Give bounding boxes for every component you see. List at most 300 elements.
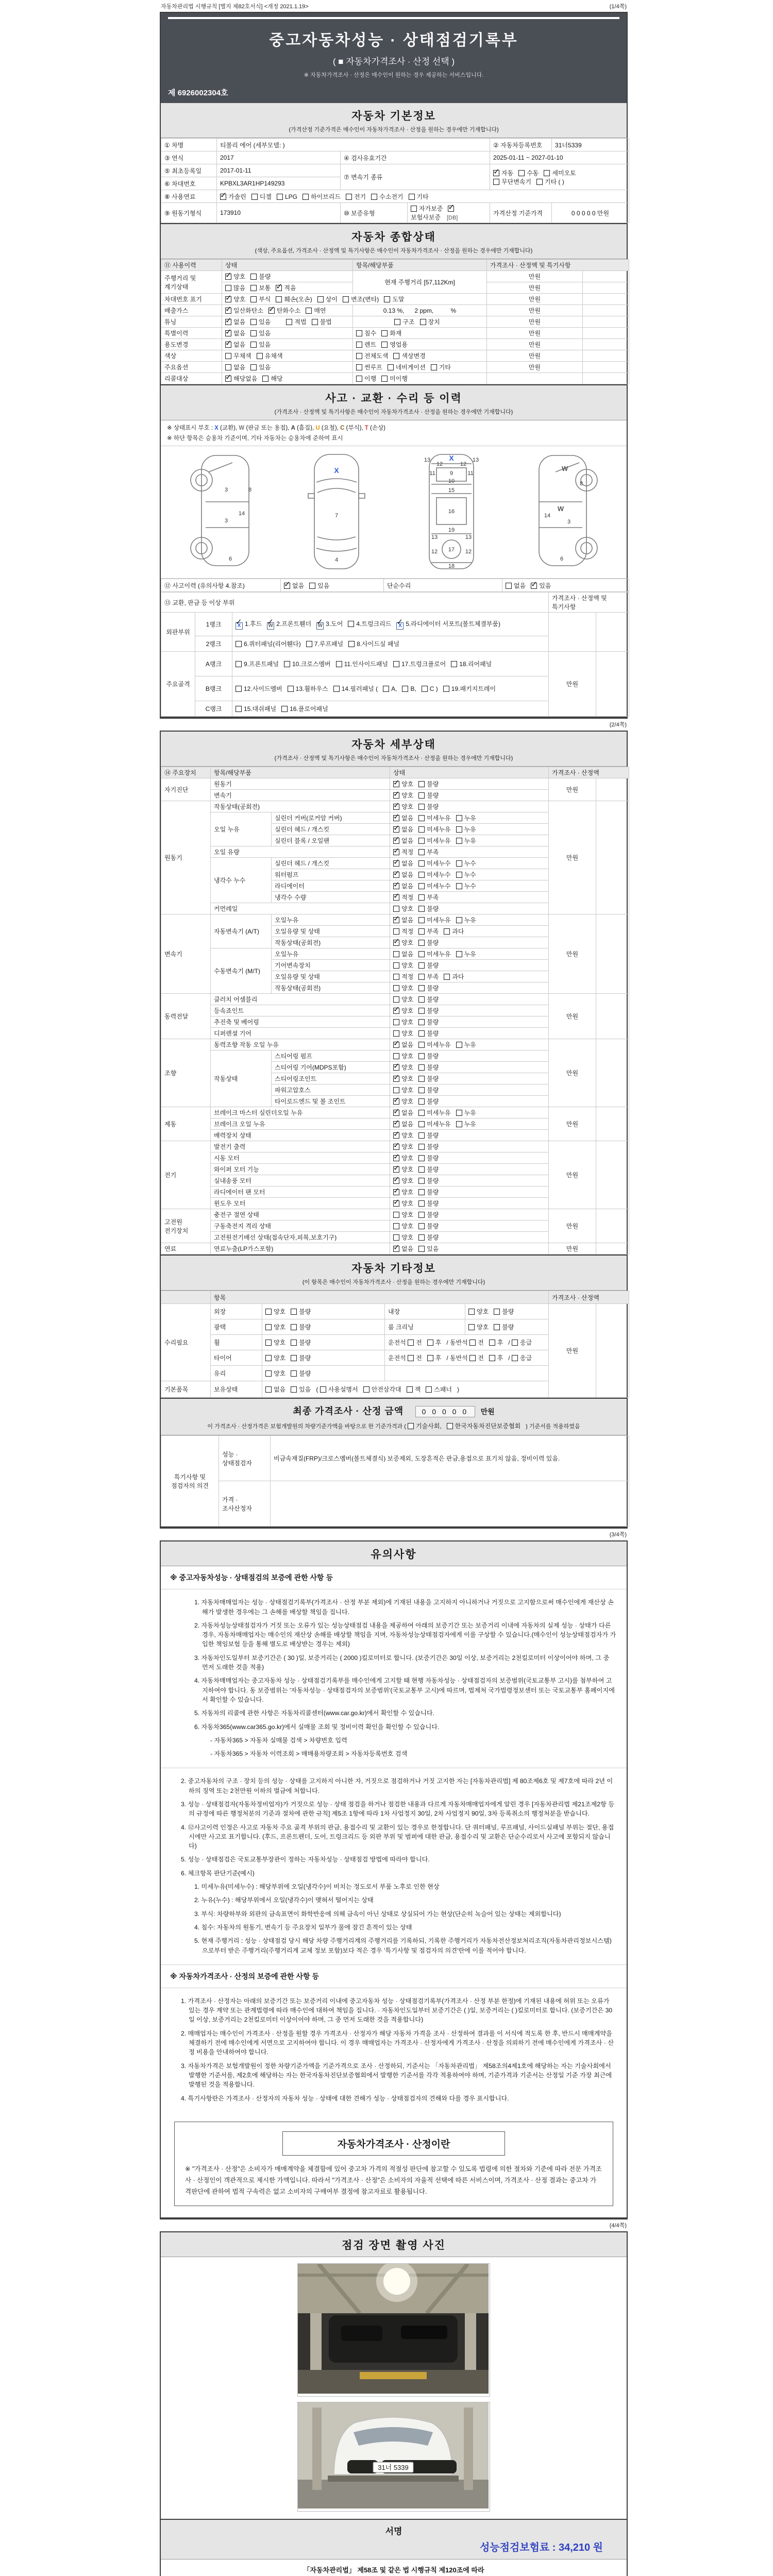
accident-history-state (281, 579, 384, 592)
checkbox[interactable] (418, 1121, 425, 1127)
checkbox[interactable] (393, 1064, 399, 1071)
legend-segment: A (291, 425, 295, 431)
checkbox[interactable] (408, 1355, 414, 1361)
checkbox[interactable] (262, 376, 268, 382)
checkbox[interactable] (408, 1423, 414, 1429)
checkbox[interactable] (388, 364, 394, 370)
checkbox[interactable] (418, 1132, 425, 1139)
checkbox[interactable] (451, 661, 457, 667)
col-state: 상태 (390, 767, 549, 778)
checkbox[interactable] (456, 872, 462, 878)
checkbox[interactable] (356, 330, 362, 336)
checkbox[interactable] (407, 1386, 413, 1393)
checkbox[interactable] (393, 1030, 399, 1037)
checkbox[interactable] (518, 170, 525, 176)
checkbox[interactable] (393, 1155, 399, 1161)
checkbox[interactable] (418, 1064, 425, 1071)
checkbox[interactable] (422, 686, 428, 692)
checkbox[interactable] (393, 906, 399, 912)
checkbox[interactable] (291, 1324, 297, 1330)
option-label: 양호 (401, 1155, 414, 1162)
checkbox[interactable] (393, 1087, 399, 1093)
notice-subitem: - 자동차365 > 자동차 이력조회 > 매매용차량조회 > 자동차등록번호 검색 (210, 1750, 408, 1758)
checkbox[interactable] (284, 583, 290, 589)
checkbox[interactable] (418, 894, 425, 901)
notice-item: 6. 체크항목 판단기준(예시) (181, 1869, 255, 1877)
checkbox[interactable] (356, 353, 362, 359)
checkbox[interactable] (265, 1386, 272, 1393)
checkbox[interactable] (418, 804, 425, 810)
checkbox[interactable] (456, 1110, 462, 1116)
checkbox[interactable] (393, 872, 399, 878)
final-price-note: 이 가격조사 · 산정가격은 보험개발원의 차량기준가액을 바탕으로 한 기준가격과 ( 기술사회, 한국자동차진단보증협회 ) 기준서를 적용하였음 (207, 1422, 580, 1430)
checkbox[interactable] (493, 170, 499, 176)
checkbox[interactable] (225, 319, 231, 325)
checkbox[interactable] (291, 1370, 297, 1377)
checkbox[interactable] (225, 274, 231, 280)
checkbox[interactable] (393, 1246, 399, 1252)
car-diagram-right-side (515, 450, 618, 573)
checkbox[interactable] (276, 285, 282, 291)
checkbox[interactable] (418, 985, 425, 991)
checkbox[interactable] (336, 661, 342, 667)
notice-item: 4. 자동차매매업자는 중고자동차 성능 · 상태점검기록부를 매수인에게 고지할 때 현행 자동차성능 · 상태점검자의 보증범위(국토교통부 고시)를 첨부하여 고지하여야 합니다. 동 보증범위는 '자동차성능 · 상태점검자의 보증범위'(국토교통부 고시)에 따르며, 법제처 국가법령정보센터 또는 국토교통부 홈페이지에서 확인할 수 있습니다. (194, 1677, 615, 1703)
checkbox[interactable] (265, 1324, 272, 1330)
checkbox[interactable] (544, 170, 550, 176)
checkbox[interactable] (418, 1087, 425, 1093)
checkbox[interactable] (468, 1309, 475, 1315)
checkbox[interactable] (251, 194, 258, 200)
checkbox[interactable] (225, 285, 231, 291)
checkbox[interactable] (447, 1423, 453, 1429)
item-label: 커먼레일 (211, 903, 390, 914)
checkbox[interactable] (356, 364, 362, 370)
checkbox[interactable] (393, 1019, 399, 1025)
checkbox[interactable] (393, 894, 399, 901)
checkbox[interactable] (443, 686, 449, 692)
note-cell (583, 282, 629, 294)
etc-table (161, 1291, 629, 1398)
checkbox[interactable] (250, 319, 257, 325)
checkbox[interactable] (418, 792, 425, 799)
appraiser-label: 가격 · 조사산정자 (219, 1481, 271, 1527)
notice-subitem: - 자동차365 > 자동차 실매물 검색 > 차량번호 입력 (210, 1736, 347, 1744)
final-price-unit: 만원 (480, 1408, 495, 1416)
option-label: 없음 (401, 826, 414, 834)
checkbox[interactable] (286, 319, 292, 325)
checkbox[interactable] (265, 1309, 272, 1315)
checkbox[interactable] (393, 792, 399, 799)
checkbox[interactable] (393, 1212, 399, 1218)
checkbox[interactable] (225, 376, 231, 382)
option-label: 불량 (427, 1211, 439, 1219)
panel-number: 7 (334, 513, 338, 519)
checkbox[interactable] (236, 706, 242, 712)
item-label: 실린더 블록 / 오일팬 (272, 835, 390, 846)
checkbox[interactable] (303, 194, 309, 200)
checkbox[interactable] (506, 583, 512, 589)
checkbox[interactable] (250, 342, 257, 348)
panel-number: 4 (334, 557, 338, 564)
note-cell (596, 1039, 629, 1107)
checkbox[interactable] (393, 1144, 399, 1150)
checkbox[interactable] (348, 641, 355, 647)
checkbox[interactable] (225, 296, 231, 302)
checkbox[interactable] (456, 838, 462, 844)
item-label: 타이어 (211, 1350, 262, 1366)
option-label: 수소전기 (379, 193, 404, 200)
checkbox[interactable] (393, 804, 399, 810)
checkbox[interactable] (250, 285, 257, 291)
price-cell: 만원 (549, 1243, 596, 1255)
checkbox[interactable] (306, 308, 312, 314)
checkbox[interactable] (456, 917, 462, 923)
option-label: 없음 (514, 582, 526, 589)
checkbox[interactable] (418, 1042, 425, 1048)
checkbox[interactable] (418, 1166, 425, 1173)
item-state (390, 1050, 549, 1062)
checkbox[interactable] (456, 815, 462, 821)
notice-item: 2. 자동차성능상태점검자가 거짓 또는 오류가 있는 성능상태점검 내용을 제공하여 아래의 보증기간 또는 보증거리 이내에 자동차의 실제 성능 · 상태가 다른 경우, 자동차매매업자는 매수인의 재산상 손해를 배상할 책임을 지며, 자동차성능상태점검자에게 이를 구상할 수 있습니다.(매수인이 성능상태점검자가 가입한 책임보험 등을 통해 별도로 배상받는 경우는 제외) (194, 1621, 616, 1648)
checkbox[interactable] (236, 686, 242, 692)
checkbox[interactable] (444, 928, 450, 935)
checkbox[interactable] (418, 883, 425, 889)
checkbox[interactable] (281, 706, 288, 712)
checkbox[interactable] (512, 1340, 518, 1346)
checkbox[interactable] (393, 917, 399, 923)
checkbox[interactable] (291, 1340, 297, 1346)
checkbox[interactable] (393, 1234, 399, 1241)
group-engine: 원동기 (161, 801, 211, 914)
checkbox[interactable] (418, 1019, 425, 1025)
checkbox[interactable] (393, 781, 399, 787)
checkbox[interactable] (393, 1189, 399, 1195)
checkbox[interactable] (394, 319, 400, 325)
checkbox[interactable] (418, 1076, 425, 1082)
checkbox[interactable] (381, 330, 388, 336)
item-state (390, 948, 549, 960)
option-label: 색상변경 (401, 352, 426, 360)
checkbox[interactable] (418, 1178, 425, 1184)
checkbox[interactable] (426, 1386, 432, 1393)
checkbox[interactable] (265, 1340, 272, 1346)
checkbox[interactable] (356, 342, 362, 348)
checkbox[interactable] (291, 1309, 297, 1315)
checkbox[interactable] (393, 860, 399, 867)
option-label: 기타 (416, 193, 429, 200)
checkbox[interactable] (494, 1309, 500, 1315)
checkbox[interactable] (393, 962, 399, 969)
checkbox[interactable] (456, 1042, 462, 1048)
checkbox[interactable] (265, 1370, 272, 1377)
checkbox[interactable] (531, 583, 537, 589)
warranty-suffix: [DB] (446, 215, 458, 221)
checkbox[interactable] (343, 296, 349, 302)
checkbox[interactable] (393, 1008, 399, 1014)
checkbox[interactable] (418, 849, 425, 855)
item-label: 발전기 출력 (211, 1141, 390, 1153)
checkbox[interactable] (418, 1234, 425, 1241)
checkbox[interactable] (418, 838, 425, 844)
option-label: 없음 (401, 1109, 414, 1117)
checkbox[interactable] (236, 641, 242, 647)
checkbox[interactable] (494, 1324, 500, 1330)
checkbox[interactable] (393, 1042, 399, 1048)
note-cell (583, 316, 629, 328)
report-subtitle: ( ■ 자동차가격조사 · 산정 선택 ) (332, 57, 455, 66)
simple-repair-label: 단순수리 (384, 579, 502, 592)
checkbox[interactable] (393, 1053, 399, 1059)
checkbox[interactable] (393, 838, 399, 844)
checkbox[interactable] (456, 1121, 462, 1127)
opinion-table (161, 1435, 629, 1527)
checkbox[interactable] (393, 985, 399, 991)
checkbox[interactable] (418, 928, 425, 935)
checkbox[interactable] (393, 974, 399, 980)
checkbox[interactable] (225, 308, 231, 314)
checkbox[interactable] (288, 686, 294, 692)
price-cell: 만원 (549, 914, 596, 994)
checkbox[interactable] (306, 641, 312, 647)
checkbox[interactable] (312, 319, 318, 325)
checkbox[interactable] (427, 1340, 433, 1346)
checkbox[interactable] (418, 781, 425, 787)
option-label: 네비게이션 (395, 364, 426, 371)
checkbox[interactable] (371, 194, 377, 200)
checkbox[interactable] (393, 661, 399, 667)
group-basic-items: 기본품목 (161, 1381, 211, 1398)
checkbox[interactable] (393, 826, 399, 833)
price-cell: 만원 (549, 778, 596, 801)
checkbox[interactable] (384, 296, 390, 302)
checkbox[interactable] (317, 296, 324, 302)
etc-note: (이 항목은 매수인이 자동차가격조사 · 산정을 원하는 경우에만 기재합니다) (302, 1279, 485, 1286)
notice-band (161, 1541, 627, 1566)
checkbox[interactable] (257, 353, 263, 359)
option-label: 18.리어패널 (459, 660, 492, 668)
checkbox[interactable] (489, 1355, 495, 1361)
checkbox[interactable] (383, 686, 389, 692)
checkbox[interactable] (418, 860, 425, 867)
checkbox[interactable] (456, 883, 462, 889)
checkbox[interactable] (250, 274, 257, 280)
option-label: 양호 (401, 1143, 414, 1151)
checkbox[interactable] (411, 206, 417, 212)
checkbox[interactable]: W ✓ (267, 622, 274, 630)
checkbox[interactable] (276, 296, 282, 302)
checkbox[interactable] (225, 330, 231, 336)
inspection-photo-underbody (297, 2263, 490, 2397)
checkbox[interactable] (418, 917, 425, 923)
checkbox[interactable] (418, 1008, 425, 1014)
checkbox[interactable] (456, 951, 462, 957)
checkbox[interactable] (291, 1355, 297, 1361)
item-state (390, 846, 549, 858)
checkbox[interactable] (469, 1340, 476, 1346)
checkbox[interactable] (402, 686, 408, 692)
checkbox[interactable] (250, 296, 257, 302)
checkbox[interactable] (393, 928, 399, 935)
checkbox[interactable] (393, 996, 399, 1003)
option-label: 미세누유 (427, 917, 451, 924)
checkbox[interactable] (418, 974, 425, 980)
checkbox[interactable] (265, 1355, 272, 1361)
checkbox[interactable] (493, 179, 499, 185)
checkbox[interactable] (381, 342, 388, 348)
item-state (390, 1096, 549, 1107)
checkbox[interactable] (291, 1386, 297, 1393)
option-label: 불량 (427, 1064, 439, 1072)
checkbox[interactable] (418, 906, 425, 912)
checkbox[interactable] (393, 815, 399, 821)
checkbox[interactable] (418, 1200, 425, 1207)
item-state (390, 812, 549, 824)
item-label: 타이로드엔드 및 볼 조인트 (272, 1096, 390, 1107)
checkbox[interactable] (427, 1355, 433, 1361)
panel-number: 6 (560, 556, 563, 563)
transmission-options (490, 164, 629, 190)
confirmation-text (161, 2560, 627, 2576)
report-title: 중고자동차성능 · 상태점검기록부 (269, 32, 518, 49)
option-label: 상이 (325, 296, 338, 303)
checkbox[interactable] (220, 194, 226, 200)
checkbox[interactable] (444, 974, 450, 980)
checkbox[interactable] (408, 1340, 414, 1346)
checkbox[interactable] (393, 1076, 399, 1082)
state-mark-legend (161, 420, 627, 434)
checkbox[interactable] (393, 951, 399, 957)
checkbox[interactable] (418, 815, 425, 821)
report-page (160, 0, 628, 2576)
checkbox[interactable] (309, 583, 315, 589)
checkbox[interactable] (393, 940, 399, 946)
checkbox[interactable] (418, 826, 425, 833)
checkbox[interactable] (418, 996, 425, 1003)
checkbox[interactable] (418, 1110, 425, 1116)
checkbox[interactable] (418, 1189, 425, 1195)
photos-title: 점검 장면 촬영 사진 (342, 2240, 446, 2252)
checkbox[interactable] (418, 1053, 425, 1059)
panel-number: 14 (238, 511, 245, 517)
checkbox[interactable] (448, 206, 454, 212)
option-label: 없음 (401, 1121, 414, 1128)
mileage-item: 현재 주행거리 [57,112Km] (353, 271, 487, 294)
checkbox[interactable] (356, 376, 362, 382)
option-label: 불량 (427, 1075, 439, 1083)
option-label: 미세누수 (427, 871, 451, 879)
option-label: A, (391, 685, 397, 693)
group-steering: 조향 (161, 1039, 211, 1107)
checkbox[interactable] (393, 1121, 399, 1127)
checkbox[interactable] (393, 1178, 399, 1184)
checkbox[interactable] (393, 1223, 399, 1229)
option-label: 양호 (401, 1030, 414, 1038)
checkbox[interactable] (236, 661, 242, 667)
checkbox[interactable] (393, 883, 399, 889)
item-state (390, 1153, 549, 1164)
checkbox[interactable] (225, 364, 231, 370)
note-cell (596, 778, 629, 801)
vin-state (222, 294, 487, 305)
checkbox[interactable] (346, 194, 352, 200)
checkbox[interactable] (456, 826, 462, 833)
checkbox[interactable] (393, 1200, 399, 1207)
label-vin: ⑥ 차대번호 (161, 177, 217, 190)
checkbox[interactable] (536, 179, 543, 185)
option-label: 장치 (428, 318, 440, 326)
checkbox[interactable] (456, 860, 462, 867)
checkbox[interactable] (418, 1246, 425, 1252)
checkbox[interactable]: W ✓ (316, 622, 324, 630)
checkbox[interactable] (277, 194, 283, 200)
checkbox[interactable] (348, 621, 354, 627)
checkbox[interactable] (418, 1223, 425, 1229)
checkbox[interactable] (393, 1166, 399, 1173)
checkbox[interactable] (393, 353, 399, 359)
checkbox[interactable] (320, 1386, 326, 1393)
checkbox[interactable] (418, 1155, 425, 1161)
checkbox[interactable] (225, 353, 231, 359)
checkbox[interactable] (409, 194, 415, 200)
option-label: 8.사이드실 패널 (357, 640, 400, 648)
checkbox[interactable] (250, 364, 257, 370)
checkbox[interactable] (512, 1355, 518, 1361)
group-selfdiag: 자기진단 (161, 778, 211, 801)
checkbox[interactable] (381, 376, 388, 382)
checkbox[interactable] (268, 308, 275, 314)
option-label: 없음 (401, 951, 414, 958)
checkbox[interactable] (333, 686, 340, 692)
checkbox[interactable] (469, 1355, 476, 1361)
exchange-label: ⑬ 교환, 판금 등 이상 부위 (161, 592, 549, 613)
option-label: 무채색 (233, 352, 251, 360)
checkbox[interactable] (225, 342, 231, 348)
checkbox[interactable] (418, 1212, 425, 1218)
checkbox[interactable] (420, 319, 426, 325)
checkbox[interactable] (418, 962, 425, 969)
checkbox[interactable] (393, 849, 399, 855)
checkbox[interactable] (284, 661, 290, 667)
option-label: 세미오토 (552, 169, 576, 177)
confirmation-line-1: 「자동차관리법」 제58조 및 같은 법 시행규칙 제120조에 따라 (303, 2566, 484, 2574)
item-label: 스티어링 펌프 (272, 1050, 390, 1062)
appraiser-comment (271, 1481, 629, 1527)
item-state (390, 1198, 549, 1209)
checkbox[interactable] (418, 872, 425, 878)
checkbox[interactable]: X ✓ (236, 622, 243, 630)
checkbox[interactable] (418, 1098, 425, 1105)
checkbox[interactable] (393, 1132, 399, 1139)
checkbox[interactable] (418, 1030, 425, 1037)
checkbox[interactable] (418, 951, 425, 957)
checkbox[interactable] (363, 1386, 369, 1393)
rankB-label: B랭크 (195, 676, 232, 701)
checkbox[interactable] (418, 940, 425, 946)
checkbox[interactable]: X ✓ (396, 622, 404, 630)
legend-segment: (부식), (344, 425, 365, 431)
option-label: 19.패키지트레이 (451, 685, 496, 693)
checkbox[interactable] (468, 1324, 475, 1330)
etc-col-item: 항목 (211, 1291, 549, 1304)
checkbox[interactable] (489, 1340, 495, 1346)
checkbox[interactable] (431, 364, 437, 370)
checkbox[interactable] (393, 1110, 399, 1116)
checkbox[interactable] (418, 1144, 425, 1150)
checkbox[interactable] (250, 330, 257, 336)
option-label: 전기 (354, 193, 366, 200)
checkbox[interactable] (393, 1098, 399, 1105)
option-label: LPG (284, 193, 297, 200)
